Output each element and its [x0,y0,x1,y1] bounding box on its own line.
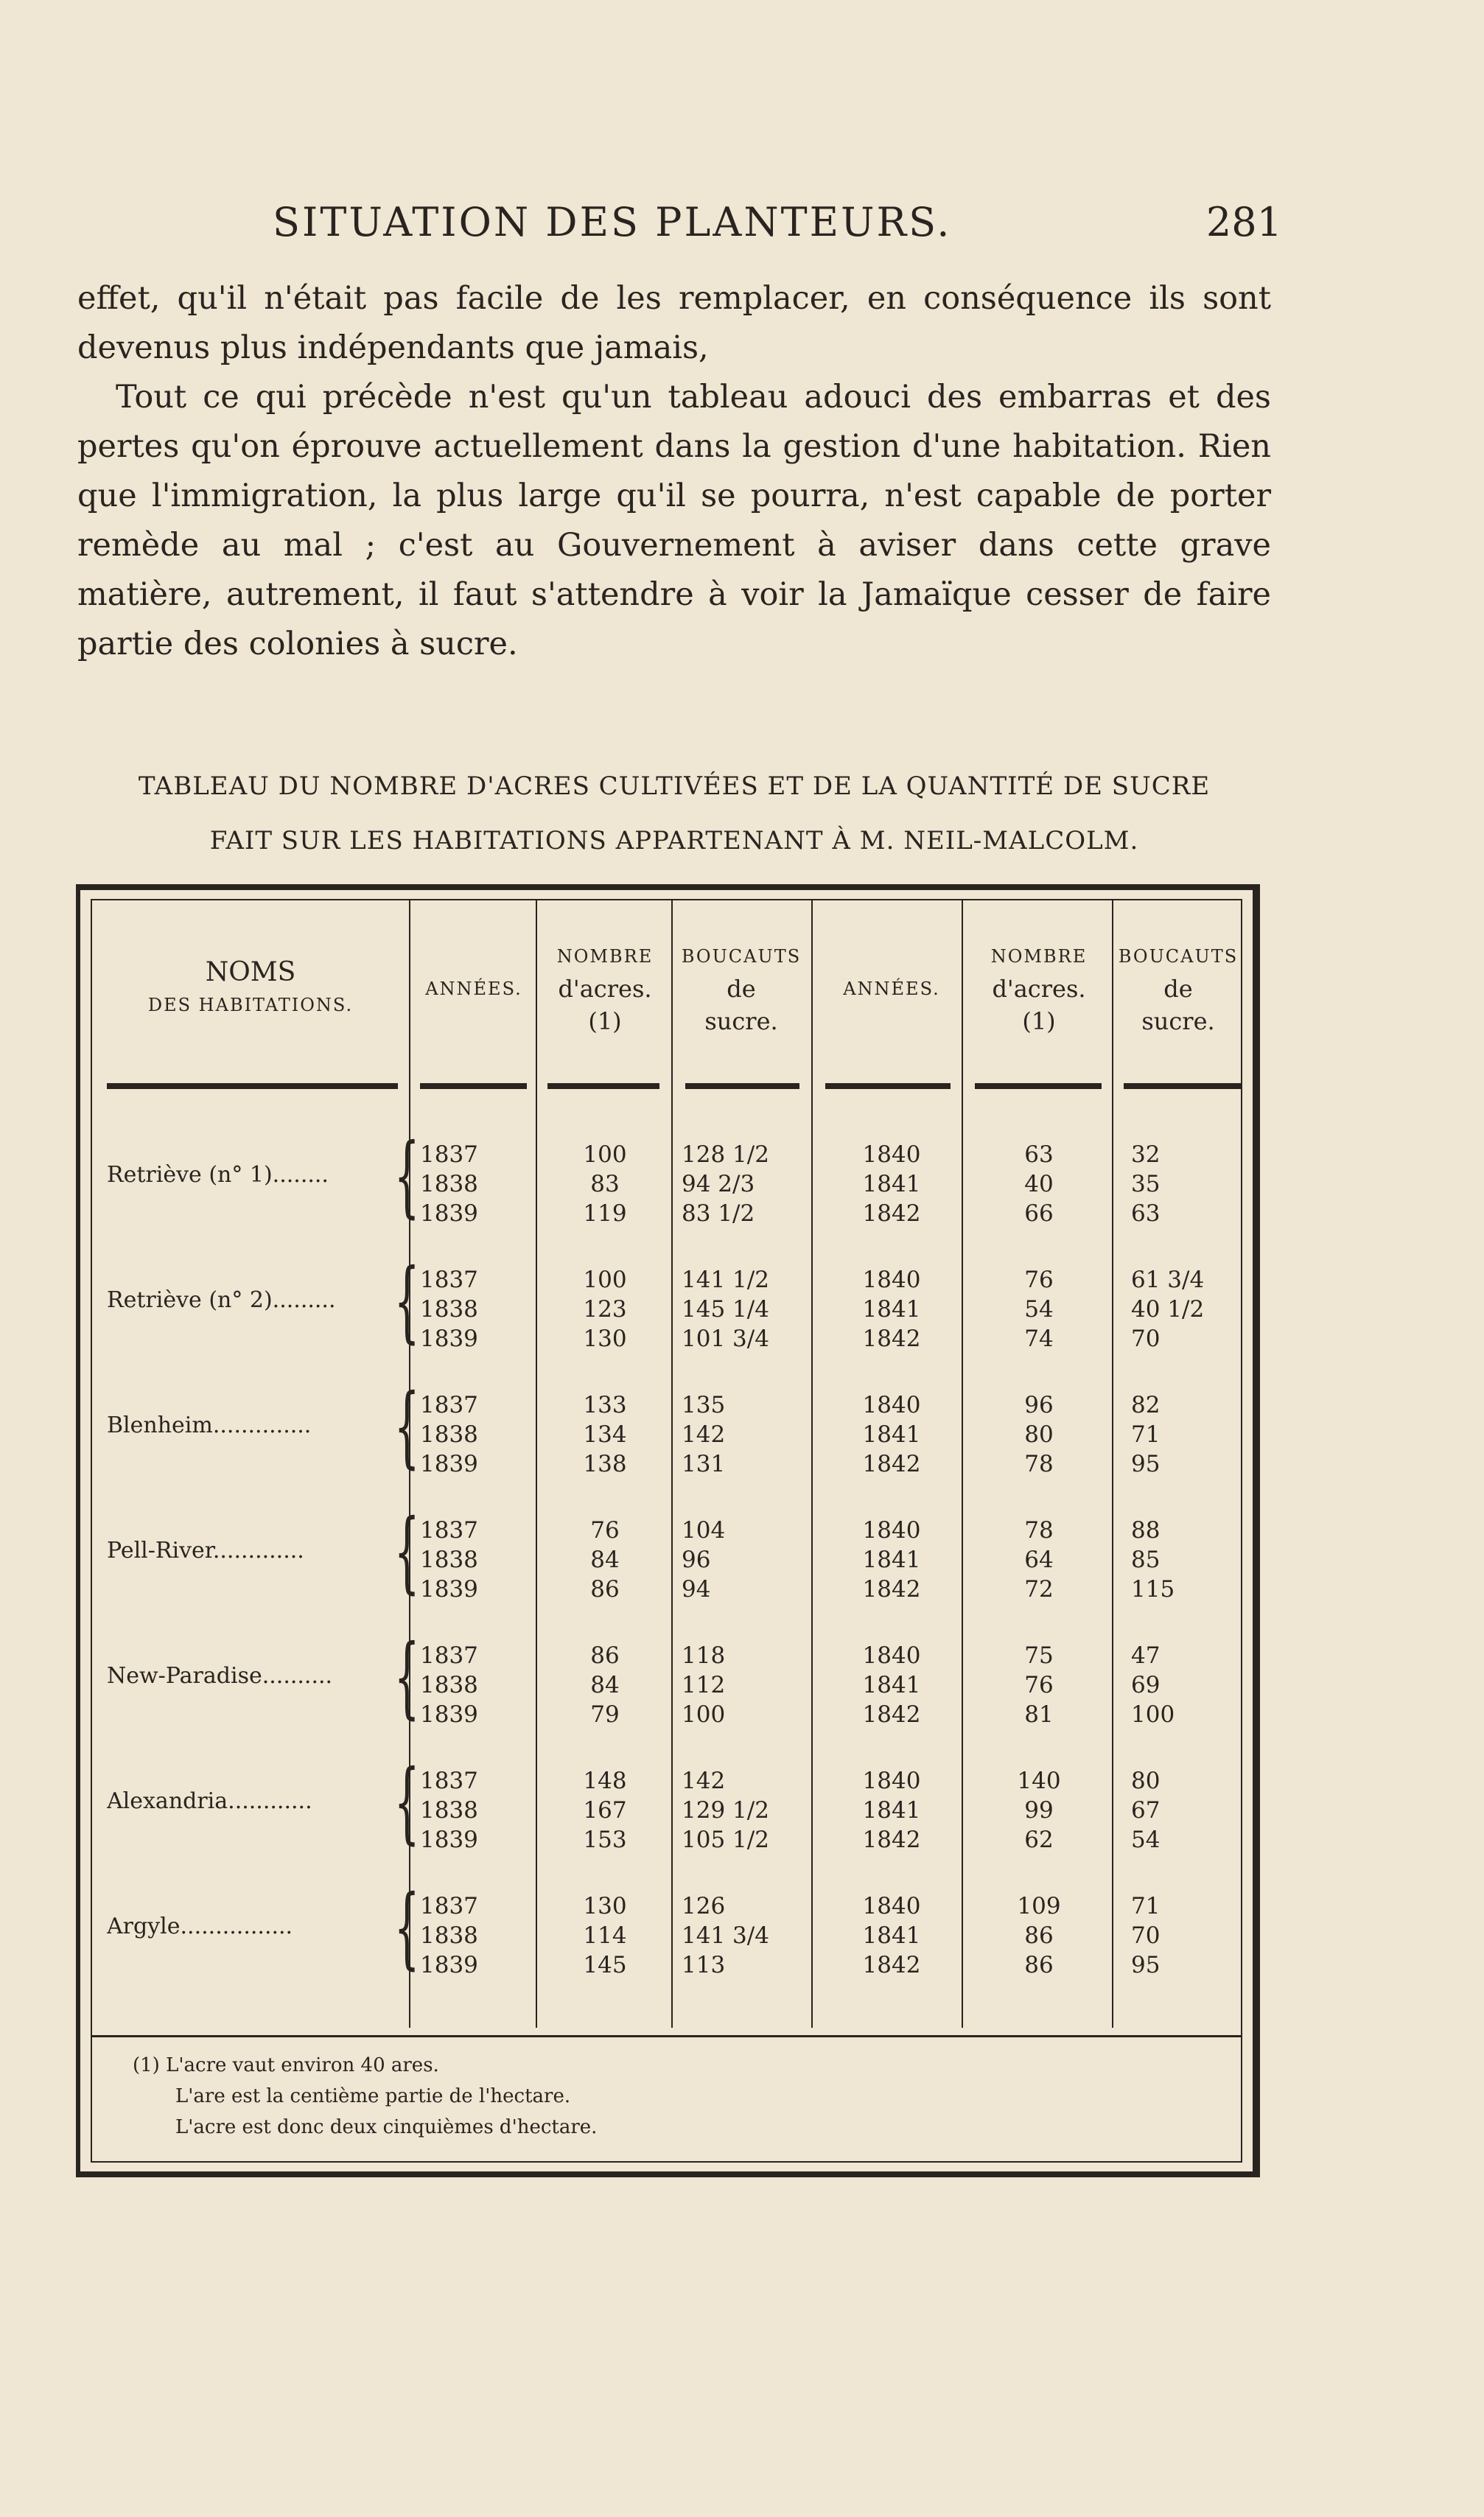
table-cell: 95 [1131,1952,1161,1978]
table-cell: 40 [1024,1171,1054,1197]
table-cell: 130 [583,1893,627,1919]
table-cell: 1838 [420,1922,478,1949]
table-cell: 131 [682,1451,726,1477]
table-cell: 1840 [862,1267,921,1293]
table-cell: 72 [1024,1576,1054,1603]
table-cell: 1842 [862,1451,921,1477]
table-cell: 1838 [420,1171,478,1197]
table-cell: 71 [1131,1893,1161,1919]
table-cell: 62 [1024,1827,1054,1853]
table-cell: 130 [583,1326,627,1352]
table-cell: 140 [1017,1768,1061,1794]
table-cell: 1840 [862,1768,921,1794]
table-cell: 126 [682,1893,726,1919]
table-cell: 1839 [420,1952,478,1978]
table-cell: 153 [583,1827,627,1853]
table-title-line-2: FAIT SUR LES HABITATIONS APPARTENANT À M. NEIL-MALCOLM. [209,826,1139,855]
table-cell: 1841 [862,1171,921,1197]
table-cell: 80 [1131,1768,1161,1794]
table-cell: 134 [583,1421,627,1448]
table-cell: 69 [1131,1672,1161,1698]
table-row [92,1372,1241,1497]
table-cell: 70 [1131,1922,1161,1949]
table-cell: 105 1/2 [682,1827,769,1853]
table-cell: 84 [590,1672,620,1698]
table-cell: 94 2/3 [682,1171,755,1197]
header-rule [825,1083,951,1089]
table-row [92,1748,1241,1873]
table-cell: 74 [1024,1326,1054,1352]
table-cell: 1839 [420,1701,478,1728]
table-cell: 1837 [420,1392,478,1418]
brace-icon: { [394,1501,420,1603]
table-cell: 82 [1131,1392,1161,1418]
table-cell: 1842 [862,1200,921,1227]
table-cell: 70 [1131,1326,1161,1352]
table-bottom-rule [92,2035,1241,2037]
table-cell: 79 [590,1701,620,1728]
table-row [92,1497,1241,1622]
table-cell: 1838 [420,1797,478,1824]
table-cell: 1839 [420,1451,478,1477]
table-cell: 118 [682,1642,726,1669]
estate-name: Retriève (n° 2)......... [107,1287,336,1313]
header-habitations [92,900,409,1077]
header-rule [1124,1083,1242,1089]
table-cell: 135 [682,1392,726,1418]
table-cell: 1837 [420,1893,478,1919]
table-cell: 86 [590,1642,620,1669]
table-cell: 1841 [862,1797,921,1824]
table-cell: 86 [1024,1922,1054,1949]
table-cell: 100 [682,1701,726,1728]
table-cell: 104 [682,1517,726,1544]
table-cell: 1838 [420,1421,478,1448]
paragraph-2: Tout ce qui précède n'est qu'un tableau adouci des embarras et des pertes qu'on éprouve actuellement dans la gestion d'une habitation. Rien que l'immigration, la plus large qu'il se pourra, n'est capable de porter remède au mal ; c'est au Gouvernement à aviser dans cette grave matière, autrement, il faut s'attendre à voir la Jamaïque cesser de faire partie des colonies à sucre. [77,379,1271,662]
table-cell: 47 [1131,1642,1161,1669]
table-cell: 83 1/2 [682,1200,755,1227]
table-cell: 119 [583,1200,627,1227]
table-cell: 145 [583,1952,627,1978]
table-cell: 1841 [862,1672,921,1698]
table-cell: 1842 [862,1952,921,1978]
table-cell: 1841 [862,1547,921,1573]
data-table [76,884,1260,2177]
table-cell: 54 [1024,1296,1054,1323]
body-text [77,274,1271,669]
table-cell: 96 [1024,1392,1054,1418]
table-cell: 1837 [420,1642,478,1669]
header-acres-2: NOMBRE d'acres. (1) [990,946,1088,1035]
header-sucre-1: BOUCAUTS de sucre. [681,946,802,1035]
table-cell: 138 [583,1451,627,1477]
table-cell: 63 [1131,1200,1161,1227]
brace-icon: { [394,1376,420,1478]
table-cell: 1837 [420,1768,478,1794]
table-cell: 113 [682,1952,726,1978]
table-cell: 148 [583,1768,627,1794]
table-cell: 96 [682,1547,711,1573]
table-cell: 100 [1131,1701,1175,1728]
estate-name: Blenheim.............. [107,1412,312,1438]
table-cell: 1837 [420,1267,478,1293]
table-title [77,759,1271,868]
table-cell: 1838 [420,1672,478,1698]
table-cell: 88 [1131,1517,1161,1544]
table-row [92,1622,1241,1748]
table-cell: 1841 [862,1296,921,1323]
table-cell: 1841 [862,1421,921,1448]
table-cell: 99 [1024,1797,1054,1824]
header-acres-1: NOMBRE d'acres. (1) [556,946,654,1035]
footnote-1: (1) L'acre vaut environ 40 ares. [133,2054,439,2076]
estate-name: Alexandria............ [107,1788,312,1814]
table-cell: 109 [1017,1893,1061,1919]
table-cell: 95 [1131,1451,1161,1477]
table-cell: 142 [682,1421,726,1448]
table-cell: 133 [583,1392,627,1418]
table-cell: 128 1/2 [682,1141,769,1168]
table-cell: 112 [682,1672,726,1698]
header-annees-1: ANNÉES. [425,979,522,999]
paragraph-1: effet, qu'il n'était pas facile de les remplacer, en conséquence ils sont devenus plus indépendants que jamais, [77,280,1271,366]
table-cell: 142 [682,1768,726,1794]
table-cell: 114 [583,1922,627,1949]
table-cell: 1840 [862,1893,921,1919]
table-cell: 66 [1024,1200,1054,1227]
header-annees-2: ANNÉES. [843,979,940,999]
table-cell: 94 [682,1576,711,1603]
table-row [92,1247,1241,1372]
table-cell: 167 [583,1797,627,1824]
table-cell: 63 [1024,1141,1054,1168]
table-cell: 81 [1024,1701,1054,1728]
estate-name: Pell-River............. [107,1538,304,1564]
brace-icon: { [394,1751,420,1854]
table-cell: 1842 [862,1326,921,1352]
table-cell: 1842 [862,1701,921,1728]
running-head: SITUATION DES PLANTEURS. [273,199,952,245]
table-cell: 85 [1131,1547,1161,1573]
table-cell: 71 [1131,1421,1161,1448]
brace-icon: { [394,1626,420,1729]
table-cell: 1840 [862,1392,921,1418]
table-title-line-1: TABLEAU DU NOMBRE D'ACRES CULTIVÉES ET DE LA QUANTITÉ DE SUCRE [138,771,1211,801]
table-cell: 1839 [420,1326,478,1352]
table-cell: 1838 [420,1296,478,1323]
table-cell: 141 1/2 [682,1267,769,1293]
table-cell: 80 [1024,1421,1054,1448]
table-cell: 32 [1131,1141,1161,1168]
table-cell: 1839 [420,1200,478,1227]
table-cell: 67 [1131,1797,1161,1824]
table-cell: 129 1/2 [682,1797,769,1824]
table-cell: 1839 [420,1827,478,1853]
table-cell: 1840 [862,1642,921,1669]
table-cell: 101 3/4 [682,1326,769,1352]
table-cell: 83 [590,1171,620,1197]
header-sucre-2: BOUCAUTS de sucre. [1118,946,1239,1035]
table-cell: 100 [583,1141,627,1168]
table-row [92,1873,1241,1998]
table-cell: 100 [583,1267,627,1293]
table-cell: 1842 [862,1827,921,1853]
table-inner [91,899,1242,2163]
table-cell: 78 [1024,1517,1054,1544]
brace-icon: { [394,1250,420,1353]
brace-icon: { [394,1125,420,1228]
table-row [92,1121,1241,1247]
table-cell: 1837 [420,1517,478,1544]
table-cell: 1842 [862,1576,921,1603]
footnotes [133,2050,597,2143]
table-cell: 61 3/4 [1131,1267,1205,1293]
header-des-habitations: DES HABITATIONS. [147,995,354,1015]
table-cell: 1838 [420,1547,478,1573]
table-cell: 84 [590,1547,620,1573]
table-cell: 76 [1024,1672,1054,1698]
estate-name: Retriève (n° 1)........ [107,1162,329,1188]
header-rule [420,1083,527,1089]
table-cell: 40 1/2 [1131,1296,1205,1323]
brace-icon: { [394,1877,420,1979]
table-cell: 141 3/4 [682,1922,769,1949]
table-cell: 76 [1024,1267,1054,1293]
header-rule [975,1083,1102,1089]
table-cell: 1839 [420,1576,478,1603]
header-rule [547,1083,659,1089]
table-cell: 54 [1131,1827,1161,1853]
table-cell: 1837 [420,1141,478,1168]
estate-name: Argyle................ [107,1914,293,1939]
table-cell: 115 [1131,1576,1175,1603]
header-noms: NOMS [205,957,296,987]
table-cell: 64 [1024,1547,1054,1573]
footnote-2: L'are est la centième partie de l'hectare. [175,2085,571,2107]
table-cell: 86 [1024,1952,1054,1978]
table-cell: 78 [1024,1451,1054,1477]
page-header [273,199,1282,258]
table-cell: 1840 [862,1141,921,1168]
table-cell: 86 [590,1576,620,1603]
table-cell: 35 [1131,1171,1161,1197]
table-cell: 1841 [862,1922,921,1949]
footnote-3: L'acre est donc deux cinquièmes d'hectare. [175,2116,598,2138]
table-cell: 1840 [862,1517,921,1544]
table-cell: 145 1/4 [682,1296,769,1323]
header-rule [685,1083,799,1089]
table-cell: 123 [583,1296,627,1323]
header-rule [107,1083,398,1089]
page-number: 281 [1205,199,1282,245]
estate-name: New-Paradise.......... [107,1663,333,1689]
table-cell: 76 [590,1517,620,1544]
table-cell: 75 [1024,1642,1054,1669]
